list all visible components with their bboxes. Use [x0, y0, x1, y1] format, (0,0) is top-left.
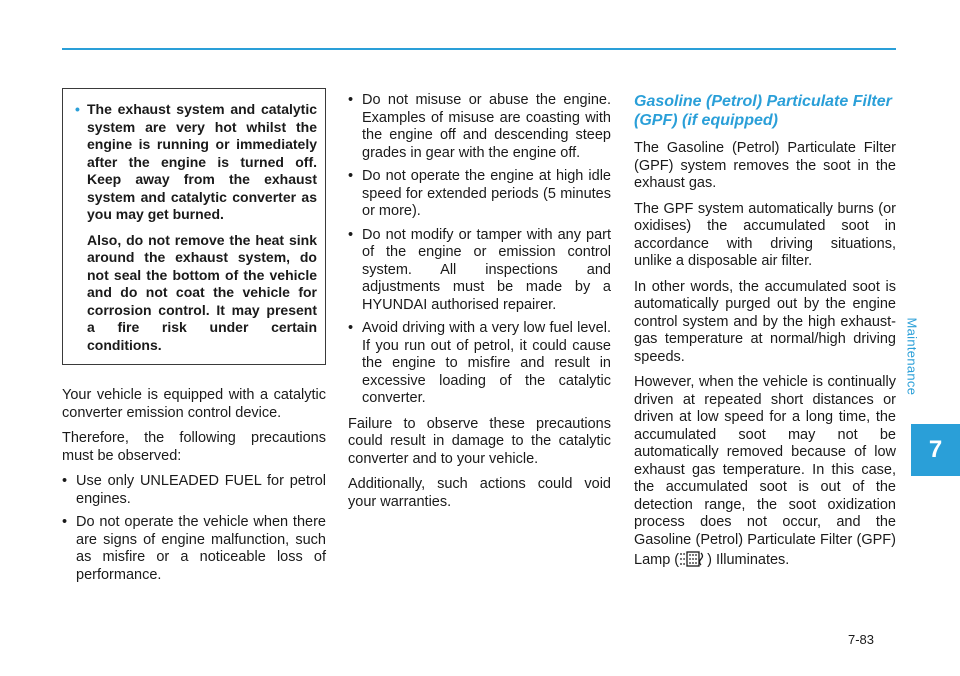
bullet-icon: •: [348, 92, 354, 108]
gpf-paragraph-1: The Gasoline (Petrol) Particulate Filter (GPF) system removes the soot in the exhaust gas.: [634, 140, 896, 191]
warning-box: [62, 88, 326, 365]
list-item: • Do not operate the engine at high idle speed for extended periods (5 minutes or more).: [348, 168, 611, 219]
section-heading: Gasoline (Petrol) Particulate Filter (GPF) (if equipped): [634, 93, 892, 129]
list-item: • Use only UNLEADED FUEL for petrol engines.: [62, 473, 326, 507]
header-rule: [62, 48, 896, 50]
list-item: • Do not modify or tamper with any part of the engine or emission control system. All inspections and adjustments must be made by a HYUNDAI authorised repairer.: [348, 226, 611, 313]
warranty-paragraph: Additionally, such actions could void your warranties.: [348, 476, 611, 510]
chapter-tab: 7: [911, 424, 960, 476]
precautions-list-continued: [348, 92, 611, 408]
gpf-paragraph-3: In other words, the accumulated soot is automatically purged out by the engine control system and by the high exhaust-gas temperature at normal/high driving speeds.: [634, 278, 896, 365]
column-2: [348, 92, 611, 519]
gpf-paragraph-4: However, when the vehicle is continually driven at repeated short distances or driven at low speed for a long time, the accumulated soot may not be automatically removed because of low exhaust gas temperature. In this case, the accumulated soot is out of the detection range, the soot oxidization process does not occur, and the Gasoline (Petrol) Particulate Filter (GPF) Lamp ( ) Illuminates.: [634, 374, 896, 568]
gpf-warning-lamp-icon: [679, 549, 707, 569]
chapter-label: Maintenance: [904, 317, 920, 396]
list-item: • Avoid driving with a very low fuel level. If you run out of petrol, it could cause the engine to misfire and result in excessive loading of the catalytic converter.: [348, 320, 611, 406]
warning-paragraph-1: • The exhaust system and catalytic system are very hot whilst the engine is running or immediately after the engine is turned off. Keep away from the exhaust system and catalytic converter as you may get burned.: [75, 101, 317, 222]
page-number: 7-83: [848, 632, 875, 647]
precautions-intro: Therefore, the following precautions must be observed:: [62, 430, 326, 464]
intro-paragraph: Your vehicle is equipped with a catalytic converter emission control device.: [62, 387, 326, 421]
column-3: [634, 92, 896, 578]
bullet-icon: •: [62, 514, 68, 530]
bullet-icon: •: [62, 473, 68, 489]
bullet-icon: •: [348, 168, 354, 184]
failure-paragraph: Failure to observe these precautions could result in damage to the catalytic converter and to your vehicle.: [348, 415, 611, 467]
bullet-icon: •: [75, 101, 80, 117]
list-item: • Do not operate the vehicle when there are signs of engine malfunction, such as misfire or a noticeable loss of performance.: [62, 514, 326, 583]
bullet-icon: •: [348, 320, 354, 336]
bullet-icon: •: [348, 226, 354, 243]
list-item: • Do not misuse or abuse the engine. Examples of misuse are coasting with the engine off and descending steep grades in gear with the engine off.: [348, 92, 611, 161]
gpf-paragraph-2: The GPF system automatically burns (or oxidises) the accumulated soot in accordance with driving situations, unlike a disposable air filter.: [634, 200, 896, 269]
precautions-list: [62, 473, 326, 584]
warning-paragraph-2: Also, do not remove the heat sink around the exhaust system, do not seal the bottom of the vehicle and do not coat the vehicle for corrosion control. It may present a fire risk under certain conditions.: [87, 231, 317, 353]
column-1: [62, 88, 326, 592]
